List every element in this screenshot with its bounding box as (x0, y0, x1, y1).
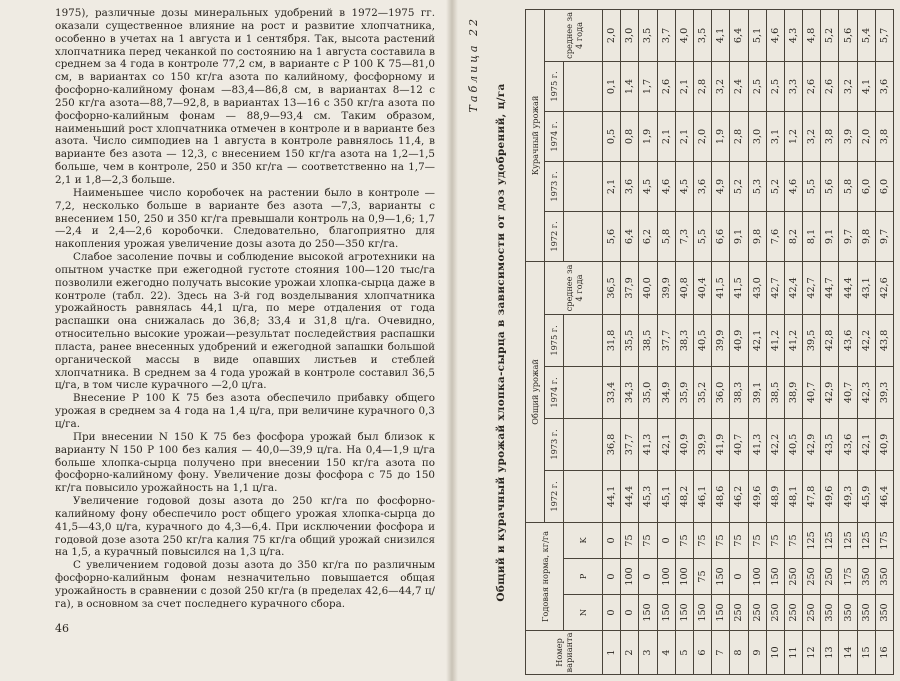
table-row (803, 9, 821, 674)
table-cell: 0,1 (603, 61, 621, 111)
table-cell: 39,3 (875, 366, 893, 418)
header-variant: Номер варианта (526, 631, 603, 675)
table-cell: 2 (621, 631, 639, 675)
table-cell: 40,9 (675, 418, 693, 470)
table-cell: 2,6 (657, 61, 675, 111)
table-cell: 3,7 (657, 9, 675, 61)
table-cell: 3,2 (839, 61, 857, 111)
table-row (657, 9, 675, 674)
table-cell: 8 (730, 631, 748, 675)
table-cell: 125 (839, 522, 857, 558)
table-cell: 42,3 (857, 366, 875, 418)
table-cell: 40,9 (730, 314, 748, 366)
table-cell: 49,6 (748, 470, 766, 522)
table-cell: 42,7 (803, 261, 821, 314)
table-cell: 2,4 (730, 61, 748, 111)
table-cell: 42,1 (657, 418, 675, 470)
table-cell: 48,6 (712, 470, 730, 522)
page-number: 46 (55, 622, 69, 635)
table-cell: 16 (875, 631, 893, 675)
table-cell: 0 (730, 559, 748, 595)
table-cell: 0 (657, 522, 675, 558)
table-cell: 5,8 (657, 211, 675, 261)
table-cell: 2,1 (675, 111, 693, 161)
table-cell: 9 (748, 631, 766, 675)
table-cell: 6 (693, 631, 711, 675)
table-cell: 1,4 (621, 61, 639, 111)
table-cell: 46,1 (693, 470, 711, 522)
table-cell: 37,7 (621, 418, 639, 470)
table-cell: 2,0 (857, 111, 875, 161)
table-cell: 49,3 (839, 470, 857, 522)
table-cell: 2,1 (657, 111, 675, 161)
table-cell: 4,0 (675, 9, 693, 61)
table-cell: 8,2 (784, 211, 802, 261)
table-cell: 42,1 (748, 314, 766, 366)
table-cell: 350 (839, 595, 857, 631)
header-n: N (564, 595, 603, 631)
table-cell: 0,8 (621, 111, 639, 161)
table-cell: 1 (603, 631, 621, 675)
header-spacer (564, 61, 603, 111)
table-cell: 100 (657, 559, 675, 595)
header-year: 1972 г. (545, 211, 564, 261)
table-cell: 0 (621, 595, 639, 631)
table-cell: 2,1 (675, 61, 693, 111)
table-cell: 75 (693, 522, 711, 558)
table-cell: 45,3 (639, 470, 657, 522)
header-year: 1975 г. (545, 61, 564, 111)
table-cell: 5,7 (875, 9, 893, 61)
table-cell: 5,2 (766, 161, 784, 211)
table-cell: 5 (675, 631, 693, 675)
table-cell: 43,6 (839, 418, 857, 470)
table-cell: 4,5 (675, 161, 693, 211)
table-cell: 40,0 (639, 261, 657, 314)
table-row (748, 9, 766, 674)
table-cell: 0 (639, 559, 657, 595)
table-cell: 6,4 (730, 9, 748, 61)
table-cell: 41,9 (712, 418, 730, 470)
table-cell: 41,2 (784, 314, 802, 366)
table-cell: 0 (603, 522, 621, 558)
table-cell: 13 (821, 631, 839, 675)
table-cell: 3,6 (621, 161, 639, 211)
header-year: 1974 г. (545, 111, 564, 161)
table-cell: 31,8 (603, 314, 621, 366)
table-cell: 41,5 (712, 261, 730, 314)
table-wrapper (525, 10, 894, 675)
table-row (839, 9, 857, 674)
table-cell: 9,7 (839, 211, 857, 261)
table-row (875, 9, 893, 674)
table-cell: 42,4 (784, 261, 802, 314)
table-cell: 43,0 (748, 261, 766, 314)
header-spacer (564, 161, 603, 211)
table-cell: 15 (857, 631, 875, 675)
table-cell: 150 (639, 595, 657, 631)
table-cell: 6,0 (857, 161, 875, 211)
header-spacer (564, 470, 603, 522)
table-cell: 43,1 (857, 261, 875, 314)
table-cell: 5,4 (857, 9, 875, 61)
table-cell: 3,2 (803, 111, 821, 161)
table-cell: 4,6 (766, 9, 784, 61)
body-text (55, 7, 435, 611)
table-cell: 5,8 (839, 161, 857, 211)
table-row (639, 9, 657, 674)
table-cell: 43,6 (839, 314, 857, 366)
table-cell: 35,9 (675, 366, 693, 418)
table-row (821, 9, 839, 674)
table-cell: 10 (766, 631, 784, 675)
table-cell: 2,0 (693, 111, 711, 161)
table-cell: 4,9 (712, 161, 730, 211)
table-row (675, 9, 693, 674)
table-cell: 6,2 (639, 211, 657, 261)
table-cell: 3,5 (639, 9, 657, 61)
table-cell: 250 (766, 595, 784, 631)
table-cell: 100 (675, 559, 693, 595)
table-cell: 1,9 (639, 111, 657, 161)
table-cell: 9,7 (875, 211, 893, 261)
table-cell: 36,0 (712, 366, 730, 418)
table-cell: 125 (803, 522, 821, 558)
table-cell: 250 (784, 559, 802, 595)
table-cell: 250 (748, 595, 766, 631)
table-cell: 150 (693, 595, 711, 631)
table-cell: 4 (657, 631, 675, 675)
table-cell: 4,6 (784, 161, 802, 211)
table-cell: 75 (693, 559, 711, 595)
table-cell: 42,9 (803, 418, 821, 470)
header-kurach-yield: Курачный урожай (526, 9, 545, 261)
table-cell: 175 (839, 559, 857, 595)
table-cell: 150 (712, 595, 730, 631)
table-row (603, 9, 621, 674)
table-cell: 1,9 (712, 111, 730, 161)
table-cell: 39,9 (657, 261, 675, 314)
table-cell: 1,7 (639, 61, 657, 111)
table-cell: 38,3 (730, 366, 748, 418)
table-cell: 9,1 (821, 211, 839, 261)
table-cell: 2,1 (603, 161, 621, 211)
table-cell: 5,5 (693, 211, 711, 261)
paragraph: Внесение Р 100 К 75 без азота обеспечило прибавку общего урожая в среднем за 4 года на 1,4 ц/га, при величине курачного 0,3 ц/га. (55, 392, 435, 430)
table-cell: 44,4 (621, 470, 639, 522)
table-row (693, 9, 711, 674)
table-cell: 7,3 (675, 211, 693, 261)
table-cell: 75 (730, 522, 748, 558)
header-spacer (564, 314, 603, 366)
table-cell: 350 (875, 595, 893, 631)
table-cell: 14 (839, 631, 857, 675)
table-cell: 42,1 (857, 418, 875, 470)
table-cell: 0 (603, 595, 621, 631)
table-cell: 3,8 (821, 111, 839, 161)
table-cell: 39,9 (712, 314, 730, 366)
table-cell: 3,2 (712, 61, 730, 111)
table-cell: 42,8 (821, 314, 839, 366)
table-cell: 8,1 (803, 211, 821, 261)
table-cell: 39,5 (803, 314, 821, 366)
table-cell: 46,4 (875, 470, 893, 522)
table-cell: 9,8 (857, 211, 875, 261)
table-cell: 38,5 (766, 366, 784, 418)
table-cell: 35,5 (621, 314, 639, 366)
table-cell: 34,9 (657, 366, 675, 418)
table-row (621, 9, 639, 674)
table-row (730, 9, 748, 674)
table-cell: 45,1 (657, 470, 675, 522)
table-cell: 250 (803, 559, 821, 595)
paragraph: С увеличением годовой дозы азота до 350 кг/га по различным фосфорно-калийным фонам незначительно повышается общая урожайность в сравнении с дозой 250 кг/га (в пределах 42,6—44,7 ц/га), в основном за счет последнего курачного сбора. (55, 559, 435, 610)
table-cell: 4,6 (657, 161, 675, 211)
header-avg: среднее за 4 года (545, 9, 603, 61)
table-cell: 40,7 (839, 366, 857, 418)
table-cell: 3,3 (784, 61, 802, 111)
table-cell: 43,5 (821, 418, 839, 470)
table-cell: 2,8 (693, 61, 711, 111)
table-cell: 37,9 (621, 261, 639, 314)
table-cell: 41,3 (748, 418, 766, 470)
table-body (603, 9, 894, 674)
table-cell: 48,1 (784, 470, 802, 522)
table-cell: 40,4 (693, 261, 711, 314)
table-cell: 48,9 (766, 470, 784, 522)
table-cell: 40,5 (784, 418, 802, 470)
table-cell: 350 (857, 559, 875, 595)
paragraph: 1975), различные дозы минеральных удобрений в 1972—1975 гг. оказали существенное влияние на рост и развитие хлопчатника, особенно в учетах на 1 августа и 1 сентября. Так, высота растений хлопчатника перед чеканкой по состоянию на 1 августа составила в среднем за 4 года в контроле 77,2 см, в варианте с Р 100 К 75—81,0 см, в вариантах со 150 кг/га азота по калийному, фосфорному и фосфорно-калийному фонам —83,4—86,8 см, в вариантах 8—12 с 250 кг/га азота—88,7—92,8, в вариантах 13—16 с 350 кг/га азота по фосфорно-калийным фонам — 88,9—93,4 см. Таким образом, наименьший рост хлопчатника отмечен в контроле и в варианте без азота. Число симподиев на 1 августа в контроле равнялось 11,4, в варианте без азота — 12,3, с внесением 150 кг/га азота на 1,2—1,5 больше, чем в контроле, 250 и 350 кг/га — соответственно на 1,7—2,1 и 1,8—2,3 больше. (55, 7, 435, 186)
table-cell: 5,6 (603, 211, 621, 261)
table-cell: 48,2 (675, 470, 693, 522)
table-cell: 2,6 (803, 61, 821, 111)
paragraph: Слабое засоление почвы и соблюдение высокой агротехники на опытном участке при ежегодной густоте стояния 100—120 тыс/га позволили ежегодно получать высокие урожаи хлопка-сырца даже в контроле (табл. 22). Здесь на 3-й год возделывания хлопчатника урожайность равнялась 44,1 ц/га, по мере отдаления от года распашки она снижалась до 36,8; 33,4 и 31,8 ц/га. Очевидно, относительно высокие урожаи—результат последействия распашки пласта, ранее внесенных удобрений и ежегодной запашки большой органической массы в виде опавших листьев и стеблей хлопчатника. В среднем за 4 года урожай в контроле составил 36,5 ц/га, в том числе курачного —2,0 ц/га. (55, 251, 435, 392)
header-annual-dose: Годовая норма, кг/га (526, 522, 564, 630)
table-cell: 42,9 (821, 366, 839, 418)
table-cell: 5,5 (803, 161, 821, 211)
table-cell: 5,2 (821, 9, 839, 61)
table-cell: 35,2 (693, 366, 711, 418)
table-cell: 11 (784, 631, 802, 675)
table-cell: 4,5 (639, 161, 657, 211)
table-cell: 41,5 (730, 261, 748, 314)
table-row (766, 9, 784, 674)
table-cell: 6,6 (712, 211, 730, 261)
table-cell: 42,2 (766, 418, 784, 470)
table-cell: 2,5 (766, 61, 784, 111)
table-row (857, 9, 875, 674)
table-cell: 350 (821, 595, 839, 631)
table-row (712, 9, 730, 674)
table-cell: 3,0 (748, 111, 766, 161)
table-cell: 44,1 (603, 470, 621, 522)
table-cell: 38,5 (639, 314, 657, 366)
table-cell: 3,5 (693, 9, 711, 61)
yield-table (525, 9, 894, 675)
table-cell: 43,8 (875, 314, 893, 366)
table-cell: 3,9 (839, 111, 857, 161)
header-spacer (564, 366, 603, 418)
book-gutter (446, 0, 458, 681)
rotated-table-area (465, 10, 890, 675)
table-cell: 350 (857, 595, 875, 631)
table-cell: 35,0 (639, 366, 657, 418)
table-cell: 5,1 (748, 9, 766, 61)
table-cell: 5,2 (730, 161, 748, 211)
header-p: P (564, 559, 603, 595)
table-cell: 2,5 (748, 61, 766, 111)
table-cell: 2,0 (603, 9, 621, 61)
table-cell: 7,6 (766, 211, 784, 261)
table-cell: 5,6 (839, 9, 857, 61)
table-cell: 44,7 (821, 261, 839, 314)
paragraph: Наименьшее число коробочек на растении было в контроле — 7,2, несколько больше в варианте без азота —7,3, варианты с внесением 150, 250 и 350 кг/га превышали контроль на 0,9—1,6; 1,7—2,4 и 2,4—2,6 коробочки. Следовательно, благоприятно для накопления урожая увеличение дозы азота до 250—350 кг/га. (55, 186, 435, 251)
table-cell: 3,6 (875, 61, 893, 111)
table-cell: 100 (748, 559, 766, 595)
table-cell: 7 (712, 631, 730, 675)
table-cell: 39,9 (693, 418, 711, 470)
table-cell: 250 (730, 595, 748, 631)
table-title: Общий и курачный урожай хлопка-сырца в зависимости от доз удобрений, ц/га (495, 83, 507, 602)
table-cell: 42,6 (875, 261, 893, 314)
header-spacer (564, 211, 603, 261)
header-year: 1974 г. (545, 366, 564, 418)
table-cell: 2,8 (730, 111, 748, 161)
table-cell: 34,3 (621, 366, 639, 418)
table-cell: 350 (875, 559, 893, 595)
table-cell: 47,8 (803, 470, 821, 522)
table-cell: 9,1 (730, 211, 748, 261)
table-cell: 46,2 (730, 470, 748, 522)
header-k: K (564, 522, 603, 558)
table-cell: 4,1 (857, 61, 875, 111)
table-cell: 3,1 (766, 111, 784, 161)
paragraph: Увеличение годовой дозы азота до 250 кг/га по фосфорно-калийному фону обеспечило рост общего урожая хлопка-сырца до 41,5—43,0 ц/га, курачного до 4,3—6,4. При исключении фосфора и годовой дозе азота 250 кг/га калия 75 кг/га общий урожай снизился на 1,5, а курачный повысился на 1,3 ц/га. (55, 495, 435, 559)
table-cell: 250 (803, 595, 821, 631)
header-year: 1972 г. (545, 470, 564, 522)
table-cell: 75 (639, 522, 657, 558)
table-cell: 40,7 (803, 366, 821, 418)
table-cell: 40,5 (693, 314, 711, 366)
header-spacer (564, 418, 603, 470)
table-cell: 4,3 (784, 9, 802, 61)
table-cell: 3,6 (693, 161, 711, 211)
table-cell: 75 (712, 522, 730, 558)
table-cell: 9,8 (748, 211, 766, 261)
table-cell: 75 (766, 522, 784, 558)
table-cell: 36,8 (603, 418, 621, 470)
table-cell: 150 (657, 595, 675, 631)
table-cell: 6,4 (621, 211, 639, 261)
table-cell: 150 (766, 559, 784, 595)
table-cell: 3 (639, 631, 657, 675)
table-cell: 175 (875, 522, 893, 558)
table-cell: 5,3 (748, 161, 766, 211)
table-cell: 12 (803, 631, 821, 675)
table-cell: 39,1 (748, 366, 766, 418)
table-cell: 44,4 (839, 261, 857, 314)
table-cell: 250 (784, 595, 802, 631)
table-row (784, 9, 802, 674)
table-cell: 125 (857, 522, 875, 558)
table-cell: 41,3 (639, 418, 657, 470)
header-spacer (564, 111, 603, 161)
table-cell: 75 (675, 522, 693, 558)
table-cell: 3,0 (621, 9, 639, 61)
table-cell: 5,6 (821, 161, 839, 211)
table-cell: 40,7 (730, 418, 748, 470)
table-cell: 0,5 (603, 111, 621, 161)
header-total-yield: Общий урожай (526, 261, 545, 522)
table-cell: 36,5 (603, 261, 621, 314)
table-cell: 45,9 (857, 470, 875, 522)
table-cell: 3,8 (875, 111, 893, 161)
table-cell: 38,3 (675, 314, 693, 366)
table-cell: 75 (748, 522, 766, 558)
table-cell: 1,2 (784, 111, 802, 161)
table-cell: 42,2 (857, 314, 875, 366)
paragraph: При внесении N 150 К 75 без фосфора урожай был близок к варианту N 150 Р 100 без калия — 40,0—39,9 ц/га. На 0,4—1,9 ц/га больше хлопка-сырца получено при внесении 150 кг/га азота по фосфорно-калийному фону. Увеличение дозы фосфора с 75 до 150 кг/га повысило урожайность на 1,1 ц/га. (55, 430, 435, 495)
header-year: 1975 г. (545, 314, 564, 366)
header-year: 1973 г. (545, 161, 564, 211)
table-cell: 100 (621, 559, 639, 595)
table-label: Таблица 22 (467, 16, 480, 113)
table-cell: 150 (675, 595, 693, 631)
table-cell: 150 (712, 559, 730, 595)
table-cell: 37,7 (657, 314, 675, 366)
table-cell: 33,4 (603, 366, 621, 418)
table-cell: 2,6 (821, 61, 839, 111)
header-year: 1973 г. (545, 418, 564, 470)
table-cell: 40,9 (875, 418, 893, 470)
table-cell: 250 (821, 559, 839, 595)
table-cell: 6,0 (875, 161, 893, 211)
header-avg: среднее за 4 года (545, 261, 603, 314)
table-cell: 125 (821, 522, 839, 558)
table-cell: 4,8 (803, 9, 821, 61)
table-cell: 75 (784, 522, 802, 558)
table-cell: 40,8 (675, 261, 693, 314)
table-cell: 0 (603, 559, 621, 595)
table-cell: 38,9 (784, 366, 802, 418)
table-cell: 49,6 (821, 470, 839, 522)
table-cell: 41,2 (766, 314, 784, 366)
table-cell: 75 (621, 522, 639, 558)
table-cell: 42,7 (766, 261, 784, 314)
table-cell: 4,1 (712, 9, 730, 61)
